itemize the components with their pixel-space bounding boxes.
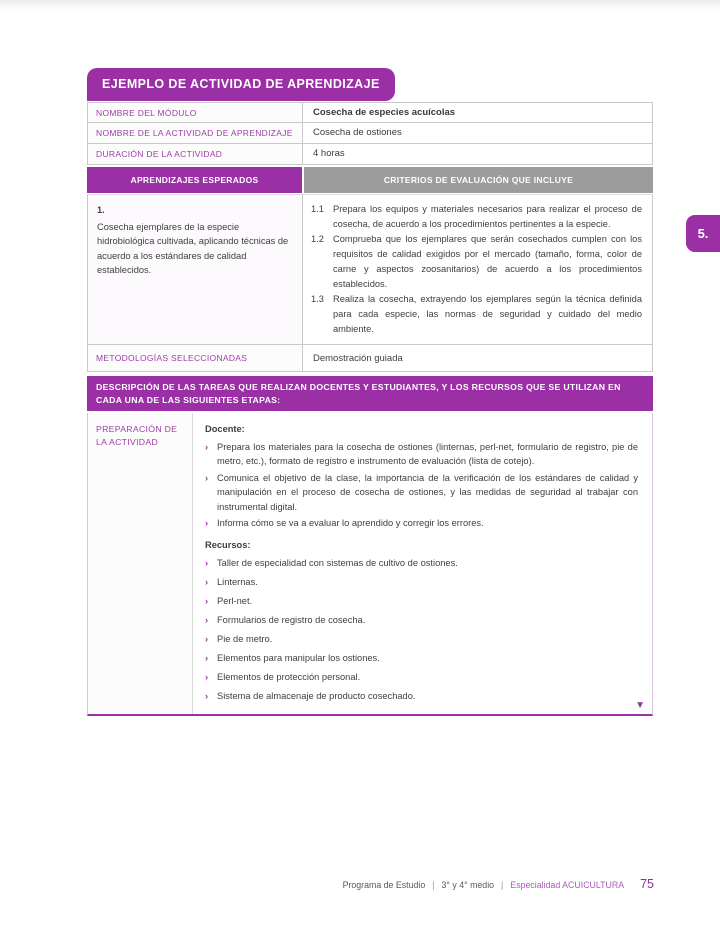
resource-item-text: Sistema de almacenaje de producto cosechado. xyxy=(217,691,416,701)
list-item xyxy=(205,516,638,531)
page-top-shadow xyxy=(0,0,720,10)
list-item xyxy=(205,471,638,515)
criterion-number: 1.1 xyxy=(311,204,324,214)
list-item xyxy=(205,575,638,590)
methodology-row xyxy=(87,345,653,372)
resource-item-text: Perl-net. xyxy=(217,596,253,606)
footer-separator: | xyxy=(501,880,504,890)
criterion-text: Comprueba que los ejemplares que serán cosechados cumplen con los requisitos de calidad exigidos por el mercado (tamaño, forma, color de carne y aspectos zoosanitarios) de acuerdo a los procedimientos establecidos. xyxy=(333,234,642,289)
activity-name-label: NOMBRE DE LA ACTIVIDAD DE APRENDIZAJE xyxy=(88,123,303,143)
list-item xyxy=(205,651,638,666)
expected-learning-text: Cosecha ejemplares de la especie hidrobiológica cultivada, aplicando técnicas de acuerdo a los estándares de calidad establecidos. xyxy=(97,221,289,275)
list-item xyxy=(205,632,638,647)
resource-item-text: Formularios de registro de cosecha. xyxy=(217,615,366,625)
list-item xyxy=(205,440,638,469)
stage-label: PREPARACIÓN DE LA ACTIVIDAD xyxy=(88,413,193,714)
evaluation-criteria-cell xyxy=(303,195,652,344)
resource-item-text: Elementos de protección personal. xyxy=(217,672,361,682)
footer-separator: | xyxy=(432,880,435,890)
list-item xyxy=(205,689,638,704)
page-title: EJEMPLO DE ACTIVIDAD DE APRENDIZAJE xyxy=(87,68,395,101)
footer-specialty-text: Especialidad ACUICULTURA xyxy=(510,880,625,890)
expected-learnings-header: APRENDIZAJES ESPERADOS xyxy=(87,167,302,193)
chevron-bullet-icon: › xyxy=(205,653,209,663)
list-item xyxy=(205,670,638,685)
criterion-number: 1.3 xyxy=(311,294,324,304)
table-row xyxy=(87,102,653,123)
chevron-bullet-icon: › xyxy=(205,672,209,682)
chevron-bullet-icon: › xyxy=(205,691,209,701)
expected-learning-number: 1. xyxy=(97,205,105,215)
learning-table-body xyxy=(87,194,653,345)
methodology-value: Demostración guiada xyxy=(313,353,403,364)
tasks-description-banner: DESCRIPCIÓN DE LAS TAREAS QUE REALIZAN DOCENTES Y ESTUDIANTES, Y LOS RECURSOS QUE SE UTILIZAN EN CADA UNA DE LAS SIGUIENTES ETAPAS: xyxy=(87,376,653,411)
chapter-tab-label: 5. xyxy=(697,226,709,241)
list-item xyxy=(205,556,638,571)
duration-value: 4 horas xyxy=(313,148,345,159)
continues-next-page-icon: ▼ xyxy=(635,700,645,711)
criterion-number: 1.2 xyxy=(311,234,324,244)
resource-item-text: Pie de metro. xyxy=(217,634,273,644)
resource-item-text: Linternas. xyxy=(217,577,258,587)
module-name-value: Cosecha de especies acuícolas xyxy=(313,107,456,118)
chevron-bullet-icon: › xyxy=(205,441,209,452)
table-row xyxy=(87,123,653,144)
chapter-tab-5 xyxy=(686,215,720,252)
resource-item-text: Elementos para manipular los ostiones. xyxy=(217,653,380,663)
recursos-heading: Recursos: xyxy=(205,539,251,550)
resource-item-text: Taller de especialidad con sistemas de cultivo de ostiones. xyxy=(217,558,458,568)
chevron-bullet-icon: › xyxy=(205,634,209,644)
activity-name-value: Cosecha de ostiones xyxy=(313,127,402,138)
chevron-bullet-icon: › xyxy=(205,558,209,568)
criterion-item xyxy=(311,202,642,232)
chevron-bullet-icon: › xyxy=(205,577,209,587)
expected-learning-cell xyxy=(88,195,303,344)
table-row xyxy=(87,144,653,165)
footer-grade-text: 3° y 4° medio xyxy=(441,880,495,890)
module-name-label: NOMBRE DEL MÓDULO xyxy=(88,103,303,122)
activity-info-table xyxy=(87,102,653,165)
criterion-item xyxy=(311,232,642,292)
evaluation-criteria-header: CRITERIOS DE EVALUACIÓN QUE INCLUYE xyxy=(304,167,653,193)
list-item xyxy=(205,613,638,628)
chevron-bullet-icon: › xyxy=(205,472,209,483)
chevron-bullet-icon: › xyxy=(205,615,209,625)
chevron-bullet-icon: › xyxy=(205,596,209,606)
methodology-label: METODOLOGÍAS SELECCIONADAS xyxy=(88,345,303,371)
criterion-text: Realiza la cosecha, extrayendo los ejemplares según la técnica definida para cada especie, las normas de seguridad y cuidado del medio ambiente. xyxy=(333,294,642,334)
duration-label: DURACIÓN DE LA ACTIVIDAD xyxy=(88,144,303,164)
stage-content xyxy=(193,413,652,714)
list-item xyxy=(205,594,638,609)
criterion-text: Prepara los equipos y materiales necesarios para realizar el proceso de cosecha, de acuerdo a los procedimientos pertinentes a la especie. xyxy=(333,204,642,229)
page-footer xyxy=(343,877,654,891)
learning-table-headers xyxy=(87,167,653,193)
chevron-bullet-icon: › xyxy=(205,518,209,528)
activity-document xyxy=(87,68,653,716)
docente-heading: Docente: xyxy=(205,424,245,434)
criterion-item xyxy=(311,292,642,337)
page-number: 75 xyxy=(640,877,654,891)
preparation-stage-section xyxy=(87,413,653,716)
docente-item-text: Prepara los materiales para la cosecha de ostiones (linternas, perl-net, formulario de registro, pie de metro, etc.), formato de registro e instrumento de evaluación (lista de cotejo). xyxy=(217,441,638,466)
docente-item-text: Comunica el objetivo de la clase, la importancia de la verificación de los estándares de calidad y manipulación en el proceso de cosecha de ostiones, y las medidas de seguridad al trabajar con instrumental digital. xyxy=(217,472,638,512)
footer-program-text: Programa de Estudio xyxy=(342,880,426,890)
docente-item-text: Informa cómo se va a evaluar lo aprendido y corregir los errores. xyxy=(217,518,484,528)
